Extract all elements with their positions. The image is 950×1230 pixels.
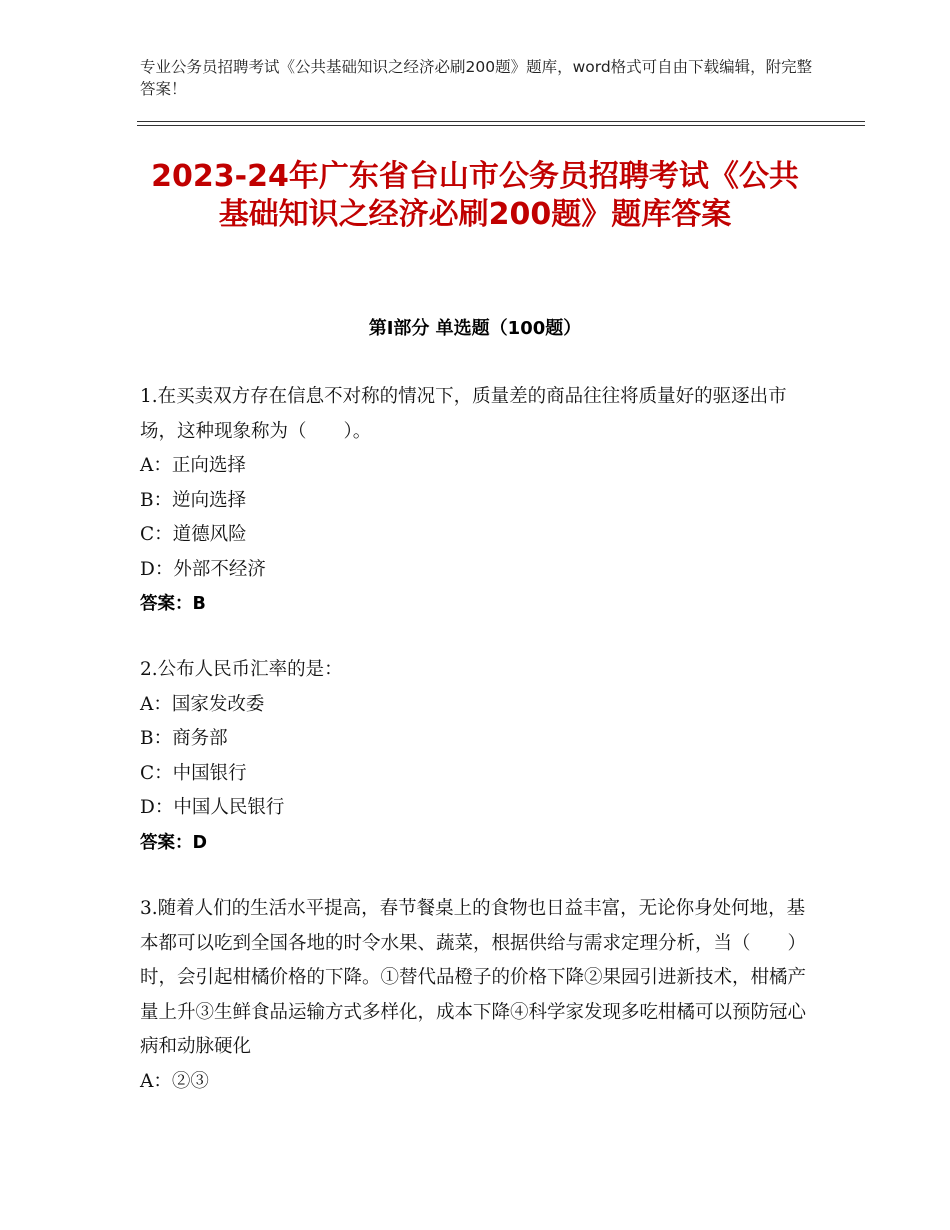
option-a: A：②③ xyxy=(140,1070,209,1092)
question-2 xyxy=(140,653,820,860)
option-c: C：中国银行 xyxy=(140,762,247,784)
question-text: 3.随着人们的生活水平提高，春节餐桌上的食物也日益丰富，无论你身处何地，基本都可以吃到全国各地的时令水果、蔬菜，根据供给与需求定理分析，当（ ）时，会引起柑橘价格的下降。①替代品橙子的价格下降②果园引进新技术，柑橘产量上升③生鲜食品运输方式多样化，成本下降④科学家发现多吃柑橘可以预防冠心病和动脉硬化 xyxy=(140,898,807,1057)
answer: 答案：D xyxy=(140,832,208,853)
answer: 答案：B xyxy=(140,594,206,614)
option-d: D：外部不经济 xyxy=(140,558,266,580)
header-rule-bottom xyxy=(137,125,865,126)
question-text: 2.公布人民币汇率的是： xyxy=(140,659,343,680)
option-c: C：道德风险 xyxy=(140,524,247,545)
question-text: 1.在买卖双方存在信息不对称的情况下，质量差的商品往往将质量好的驱逐出市场，这种现象称为（ ）。 xyxy=(140,386,787,442)
document-title: 2023-24年广东省台山市公务员招聘考试《公共基础知识之经济必刷200题》题库答案 xyxy=(151,159,799,232)
option-a: A：国家发改委 xyxy=(140,693,265,715)
option-d: D：中国人民银行 xyxy=(140,797,285,818)
question-3 xyxy=(140,892,820,1099)
option-b: B：逆向选择 xyxy=(140,489,247,511)
option-b: B：商务部 xyxy=(140,728,228,749)
header-rule-top xyxy=(137,121,865,122)
option-a: A：正向选择 xyxy=(140,455,246,476)
section-title: 第Ⅰ部分 单选题（100题） xyxy=(368,318,582,339)
question-1 xyxy=(140,380,820,622)
header-note: 专业公务员招聘考试《公共基础知识之经济必刷200题》题库，word格式可自由下载编辑，附完整答案！ xyxy=(140,58,813,98)
